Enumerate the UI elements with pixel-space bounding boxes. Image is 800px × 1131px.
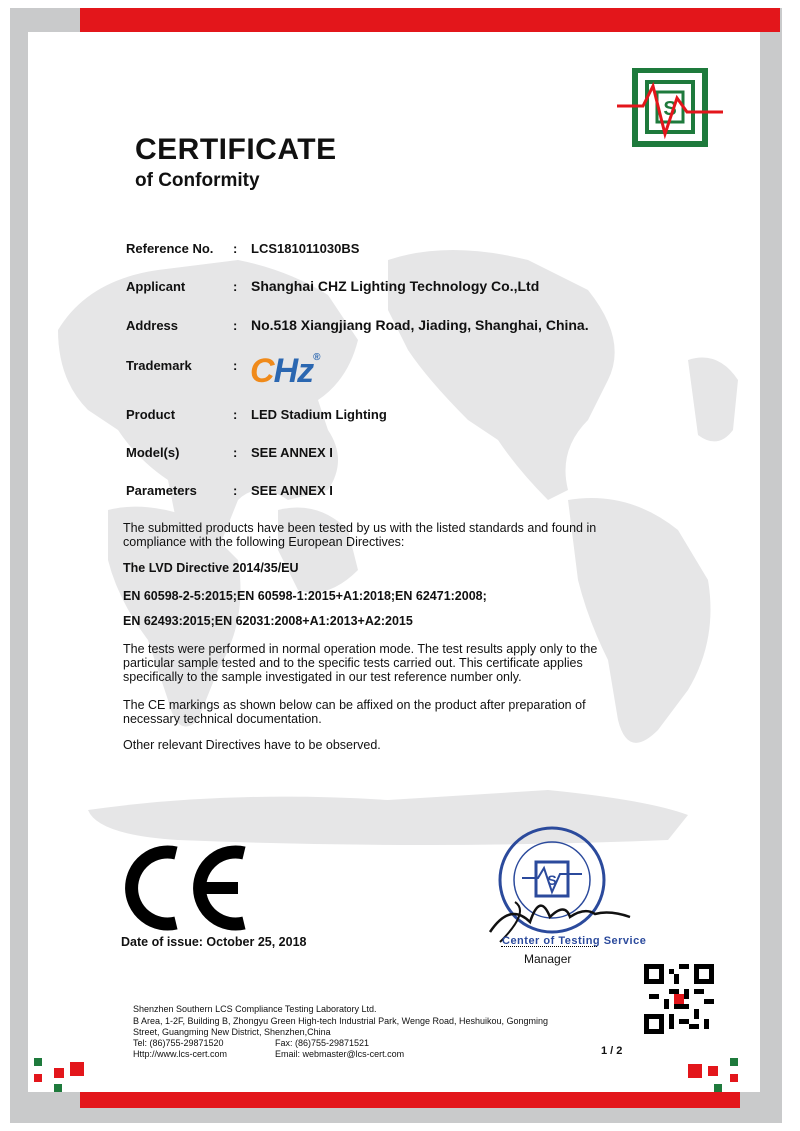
standards-line: EN 60598-2-5:2015;EN 60598-1:2015+A1:2018;EN 62471:2008; <box>123 589 487 603</box>
applicant-value: Shanghai CHZ Lighting Technology Co.,Ltd <box>251 278 540 294</box>
tests-line: particular sample tested and to the specific tests carried out. This certificate applies <box>123 656 583 670</box>
address-colon: : <box>233 318 238 333</box>
reference-colon: : <box>233 241 238 256</box>
applicant-label: Applicant <box>126 279 186 294</box>
trademark-logo <box>250 352 320 391</box>
intro-line: compliance with the following European Directives: <box>123 535 405 549</box>
parameters-value: SEE ANNEX I <box>251 483 333 498</box>
reference-label: Reference No. <box>126 241 214 256</box>
corner-square <box>730 1058 738 1066</box>
intro-line: The submitted products have been tested by us with the listed standards and found in <box>123 521 597 535</box>
address-label: Address <box>126 318 179 333</box>
trademark-logo-c: C <box>250 352 274 390</box>
corner-square <box>688 1064 702 1078</box>
top-red-bar <box>80 8 780 32</box>
corner-square <box>54 1068 64 1078</box>
page-number: 1 / 2 <box>601 1045 623 1057</box>
models-colon: : <box>233 445 238 460</box>
signature-line <box>501 946 597 947</box>
trademark-logo-hz: Hz <box>273 352 314 390</box>
product-label: Product <box>126 407 176 422</box>
lab-fax: Fax: (86)755-29871521 <box>275 1038 370 1048</box>
tests-line: specifically to the sample investigated in our test reference number only. <box>123 670 522 684</box>
ce-mark <box>118 845 258 931</box>
other-directives: Other relevant Directives have to be observed. <box>123 738 381 752</box>
intro-paragraph <box>123 521 623 549</box>
stamp-letter: S <box>547 872 557 888</box>
directive-line: The LVD Directive 2014/35/EU <box>123 561 299 575</box>
address-value: No.518 Xiangjiang Road, Jiading, Shanghai, China. <box>251 317 589 333</box>
corner-square <box>708 1066 718 1076</box>
tests-line: The tests were performed in normal operation mode. The test results apply only to the <box>123 642 598 656</box>
standards-line: EN 62493:2015;EN 62031:2008+A1:2013+A2:2015 <box>123 614 413 628</box>
lab-address-line: Street, Guangming New District, Shenzhen,China <box>133 1027 331 1037</box>
corner-square <box>34 1058 42 1066</box>
bottom-red-bar <box>80 1092 740 1108</box>
ce-paragraph <box>123 698 623 726</box>
corner-square <box>54 1084 62 1092</box>
parameters-colon: : <box>233 483 238 498</box>
ce-line: The CE markings as shown below can be affixed on the product after preparation of <box>123 698 586 712</box>
certificate-subtitle: of Conformity <box>135 170 260 191</box>
issue-date: Date of issue: October 25, 2018 <box>121 935 307 949</box>
reference-value: LCS181011030BS <box>251 241 360 256</box>
lab-name: Shenzhen Southern LCS Compliance Testing Laboratory Ltd. <box>133 1004 377 1014</box>
qr-code <box>644 964 714 1034</box>
models-label: Model(s) <box>126 445 180 460</box>
lab-tel: Tel: (86)755-29871520 <box>133 1038 224 1048</box>
models-value: SEE ANNEX I <box>251 445 333 460</box>
lab-email: Email: webmaster@lcs-cert.com <box>275 1049 405 1059</box>
product-colon: : <box>233 407 238 422</box>
signature-role: Manager <box>524 952 572 966</box>
parameters-label: Parameters <box>126 483 197 498</box>
corner-square <box>70 1062 84 1076</box>
registered-mark: ® <box>313 352 320 363</box>
product-value: LED Stadium Lighting <box>251 407 387 422</box>
applicant-colon: : <box>233 279 238 294</box>
lab-address-line: B Area, 1-2F, Building B, Zhongyu Green High-tech Industrial Park, Wenge Road, Heshuikou, Gongming <box>133 1016 549 1026</box>
stamp-text: Center of Testing Service <box>502 935 647 947</box>
tests-paragraph <box>123 642 623 684</box>
trademark-label: Trademark <box>126 358 192 373</box>
lab-web: Http://www.lcs-cert.com <box>133 1049 228 1059</box>
corner-square <box>714 1084 722 1092</box>
lcs-logo <box>615 68 725 148</box>
corner-square <box>34 1074 42 1082</box>
ce-line: necessary technical documentation. <box>123 712 322 726</box>
trademark-colon: : <box>233 358 238 373</box>
corner-square <box>730 1074 738 1082</box>
stamp-and-signature <box>470 822 640 952</box>
lcs-logo-letter: S <box>663 98 677 120</box>
certificate-title: CERTIFICATE <box>135 133 337 166</box>
